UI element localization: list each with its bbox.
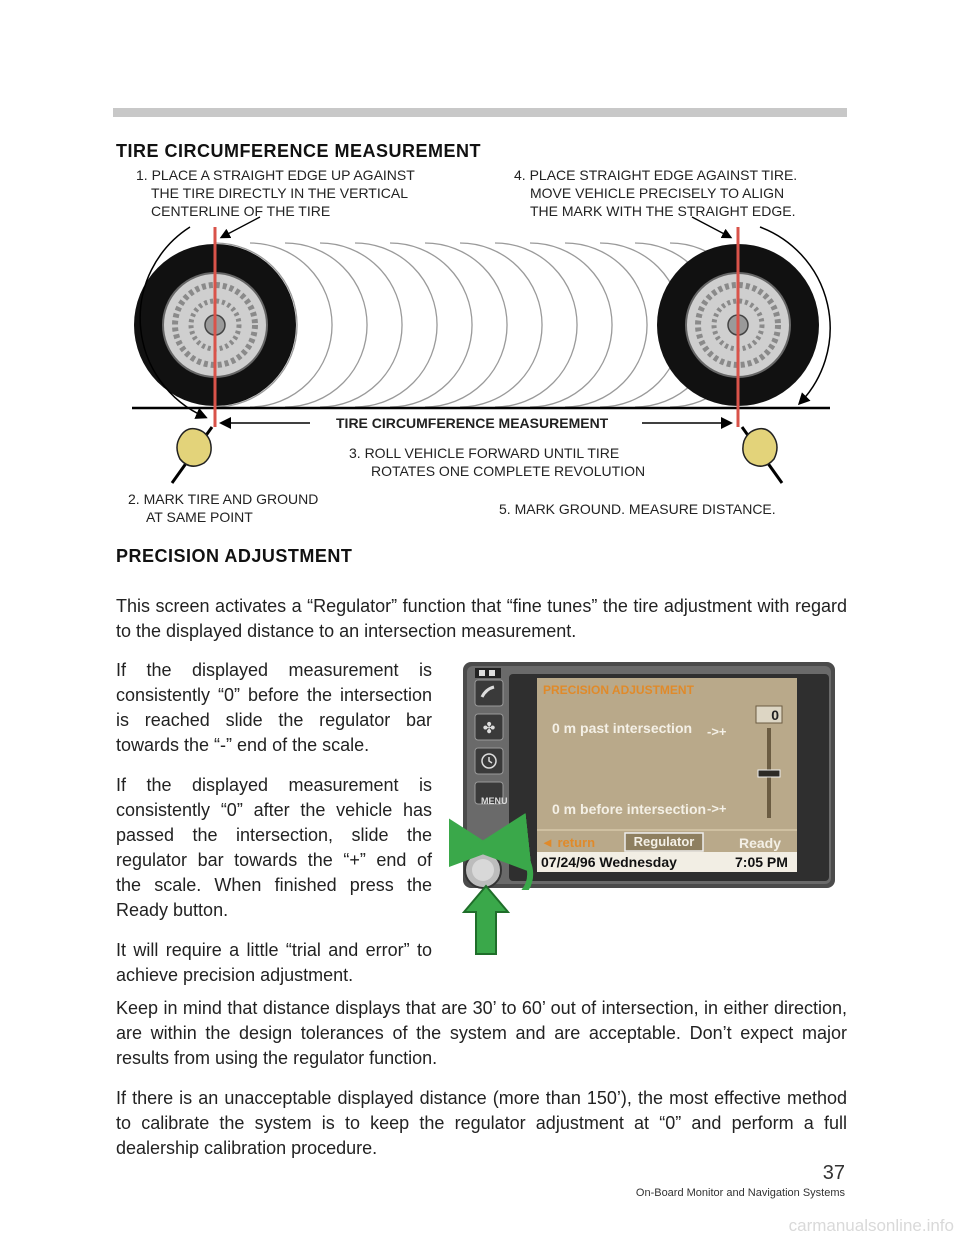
step3-label-2: ROTATES ONE COMPLETE REVOLUTION <box>371 463 646 479</box>
return-button[interactable]: ◄ return <box>541 835 596 850</box>
section-title-precision: PRECISION ADJUSTMENT <box>116 546 353 566</box>
step4-label-2: MOVE VEHICLE PRECISELY TO ALIGN <box>530 185 785 201</box>
measure-label: TIRE CIRCUMFERENCE MEASUREMENT <box>336 415 609 431</box>
after-line-1: If the displayed measurement is <box>116 775 432 795</box>
step1-pointer <box>222 217 260 237</box>
watermark: carmanualsonline.info <box>788 1216 954 1235</box>
intro-line-1: This screen activates a “Regulator” function that “fine tunes” the tire adjustment with regard <box>116 596 847 616</box>
date-text: 07/24/96 Wednesday <box>541 854 677 870</box>
footer-doc-title: On-Board Monitor and Navigation Systems <box>635 1187 845 1199</box>
before-line-1: If the displayed measurement is <box>116 660 432 680</box>
section-title-tire: TIRE CIRCUMFERENCE MEASUREMENT <box>116 141 482 161</box>
step2-label-2: AT SAME POINT <box>146 509 253 525</box>
ready-button[interactable]: Ready <box>739 835 782 851</box>
after-line-6: Ready button. <box>116 900 229 920</box>
top-rule <box>113 108 847 117</box>
before-line-2: consistently “0” before the intersection <box>116 685 432 705</box>
step1-label-2: THE TIRE DIRECTLY IN THE VERTICAL <box>151 185 408 201</box>
phone-button[interactable] <box>475 680 503 706</box>
arrow-bottom: ->+ <box>707 801 727 816</box>
unacceptable-line-1: If there is an unacceptable displayed distance (more than 150’), the most effective method <box>116 1088 847 1108</box>
after-line-5: the scale. When finished press the <box>116 875 432 895</box>
trial-line-1: It will require a little “trial and error” to <box>116 940 432 960</box>
page-number: 37 <box>822 1162 845 1184</box>
keep-line-3: results from using the regulator function. <box>116 1048 438 1068</box>
fan-icon: ✤ <box>482 719 496 737</box>
after-line-3: passed the intersection, slide the <box>116 825 432 845</box>
before-line-4: towards the “-” end of the scale. <box>116 735 370 755</box>
step2-label-1: 2. MARK TIRE AND GROUND <box>128 491 319 507</box>
step3-label-1: 3. ROLL VEHICLE FORWARD UNTIL TIRE <box>349 445 620 461</box>
before-intersection-text: 0 m before intersection <box>552 801 707 817</box>
regulator-button-label: Regulator <box>633 834 695 849</box>
unacceptable-line-3: dealership calibration procedure. <box>116 1138 378 1158</box>
regulator-handle[interactable] <box>758 770 780 777</box>
before-line-3: is reached slide the regulator bar <box>116 710 432 730</box>
past-intersection-text: 0 m past intersection <box>552 720 693 736</box>
menu-label: MENU <box>481 796 508 806</box>
after-line-4: regulator bar towards the “+” end of <box>116 850 432 870</box>
left-hand-marker <box>172 427 212 483</box>
right-hand-marker <box>742 427 782 483</box>
screen-title: PRECISION ADJUSTMENT <box>543 683 694 697</box>
step1-label-1: 1. PLACE A STRAIGHT EDGE UP AGAINST <box>136 167 415 183</box>
step4-label-3: THE MARK WITH THE STRAIGHT EDGE. <box>530 203 796 219</box>
keep-line-1: Keep in mind that distance displays that are 30’ to 60’ out of intersection, in either direction, <box>116 998 847 1018</box>
after-line-2: consistently “0” after the vehicle has <box>116 800 432 820</box>
intro-line-2: to the displayed distance to an intersection measurement. <box>116 621 577 641</box>
unacceptable-line-2: to calibrate the system is to keep the regulator adjustment at “0” and perform a full <box>116 1113 847 1133</box>
step4-label-1: 4. PLACE STRAIGHT EDGE AGAINST TIRE. <box>514 167 798 183</box>
arrow-top: ->+ <box>707 724 727 739</box>
step1-label-3: CENTERLINE OF THE TIRE <box>151 203 331 219</box>
regulator-value: 0 <box>771 707 779 723</box>
step4-pointer <box>692 217 730 237</box>
time-text: 7:05 PM <box>735 854 788 870</box>
onboard-monitor <box>449 660 837 890</box>
trial-line-2: achieve precision adjustment. <box>116 965 354 985</box>
push-arrow-icon <box>462 884 510 956</box>
keep-line-2: are within the design tolerances of the system and are acceptable. Don’t expect major <box>116 1023 847 1043</box>
step5-label: 5. MARK GROUND. MEASURE DISTANCE. <box>499 501 776 517</box>
